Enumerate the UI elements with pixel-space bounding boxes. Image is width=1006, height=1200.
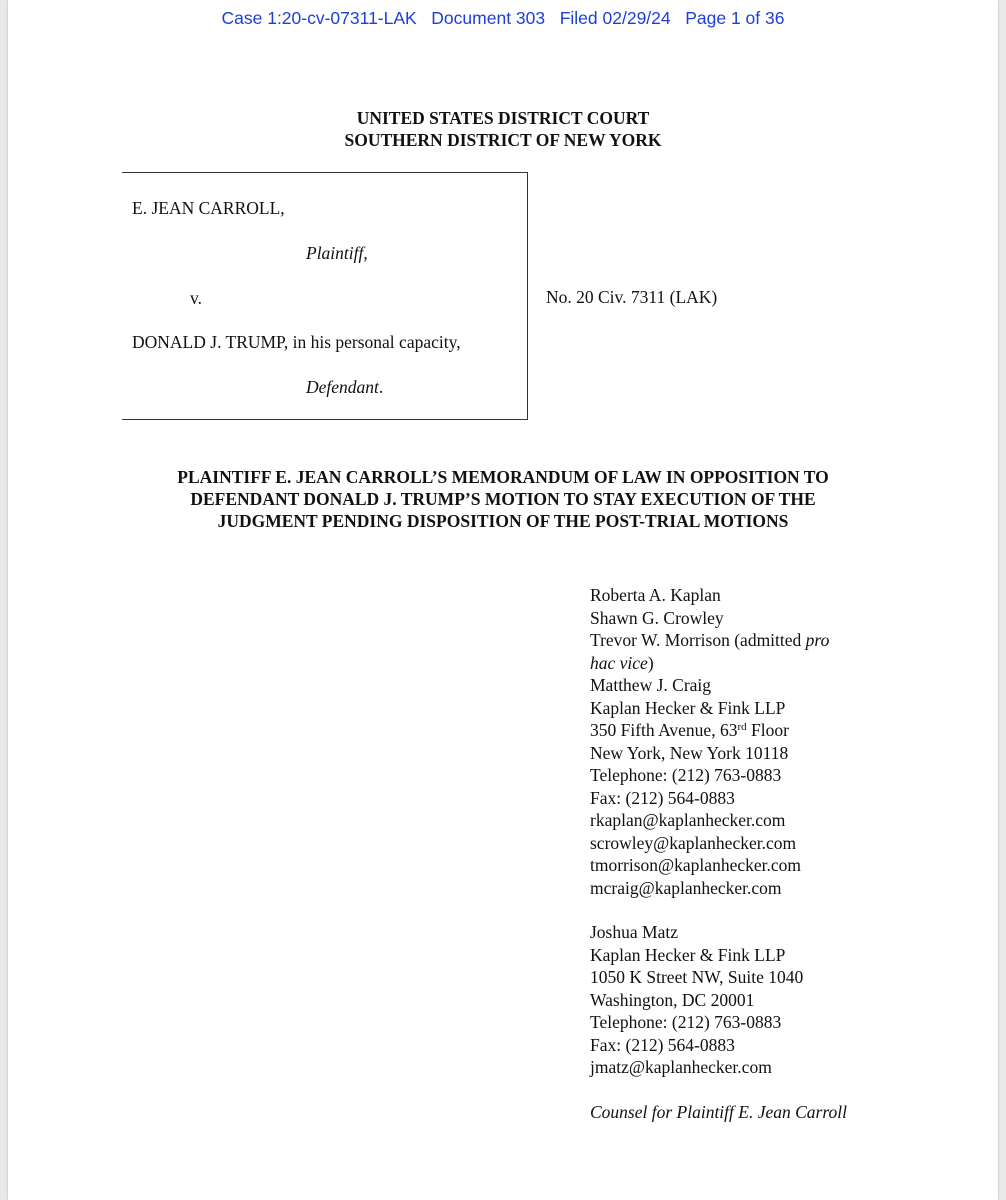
- email-scrowley[interactable]: scrowley@kaplanhecker.com: [590, 832, 797, 853]
- defendant-name: DONALD J. TRUMP, in his personal capacity,: [132, 332, 461, 352]
- address-street: 350 Fifth Avenue, 63: [590, 720, 738, 740]
- dc-fax: Fax: (212) 564-0883: [590, 1034, 735, 1055]
- plaintiff-role: [306, 243, 368, 264]
- email-jmatz[interactable]: jmatz@kaplanhecker.com: [590, 1057, 772, 1077]
- versus: v.: [190, 288, 202, 308]
- defendant-role: [306, 377, 383, 398]
- pro-text: pro: [805, 630, 830, 650]
- email-rkaplan[interactable]: rkaplan@kaplanhecker.com: [590, 810, 786, 830]
- defendant-role-label: Defendant: [306, 377, 379, 397]
- title-line-3: JUDGMENT PENDING DISPOSITION OF THE POST-TRIAL MOTIONS: [217, 511, 789, 531]
- attorney-crowley: Shawn G. Crowley: [590, 607, 724, 628]
- hac-vice-text: hac vice: [590, 652, 648, 673]
- ecf-header-stamp: [0, 8, 1006, 29]
- attorney-kaplan: Roberta A. Kaplan: [590, 585, 721, 605]
- spacer-2: [590, 1079, 847, 1101]
- address-ordinal: rd: [737, 721, 747, 733]
- dc-address-1: 1050 K Street NW, Suite 1040: [590, 967, 804, 987]
- title-line-1: PLAINTIFF E. JEAN CARROLL’S MEMORANDUM OF LAW IN OPPOSITION TO: [177, 467, 829, 487]
- stamp-case: Case 1:20-cv-07311-LAK: [221, 8, 417, 28]
- attorney-craig: Matthew J. Craig: [590, 675, 712, 695]
- email-tmorrison[interactable]: tmorrison@kaplanhecker.com: [590, 855, 801, 875]
- firm-address-2: New York, New York 10118: [590, 742, 789, 763]
- spacer: [590, 899, 847, 921]
- court-heading: [0, 107, 1006, 151]
- attorney-morrison: [590, 629, 847, 652]
- plaintiff-role-comma: ,: [363, 243, 368, 263]
- stamp-page: Page 1 of 36: [685, 8, 785, 28]
- plaintiff-role-label: Plaintiff: [306, 243, 364, 263]
- dc-telephone: Telephone: (212) 763-0883: [590, 1012, 782, 1032]
- attorney-matz: Joshua Matz: [590, 922, 678, 942]
- defendant-role-period: .: [378, 377, 384, 397]
- firm-name: Kaplan Hecker & Fink LLP: [590, 697, 786, 718]
- counsel-signature-block: [590, 584, 847, 1123]
- close-paren: ): [647, 652, 654, 673]
- document-title: [0, 466, 1006, 532]
- address-floor: Floor: [746, 720, 789, 740]
- title-line-2: DEFENDANT DONALD J. TRUMP’S MOTION TO STAY EXECUTION OF THE: [190, 489, 816, 509]
- firm-fax: Fax: (212) 564-0883: [590, 787, 735, 808]
- email-mcraig[interactable]: mcraig@kaplanhecker.com: [590, 877, 782, 898]
- case-number: No. 20 Civ. 7311 (LAK): [546, 287, 718, 307]
- court-line-1: UNITED STATES DISTRICT COURT: [356, 108, 650, 128]
- firm-address-1: [590, 719, 847, 742]
- stamp-filed: Filed 02/29/24: [559, 8, 671, 28]
- attorney-morrison-cont: [590, 652, 847, 675]
- firm-name-2: Kaplan Hecker & Fink LLP: [590, 944, 786, 965]
- attorney-morrison-name: Trevor W. Morrison (admitted: [590, 630, 806, 650]
- stamp-document: Document 303: [431, 8, 546, 28]
- dc-address-2: Washington, DC 20001: [590, 989, 755, 1010]
- firm-telephone: Telephone: (212) 763-0883: [590, 765, 782, 785]
- counsel-for-line: Counsel for Plaintiff E. Jean Carroll: [590, 1101, 847, 1122]
- court-line-2: SOUTHERN DISTRICT OF NEW YORK: [344, 130, 662, 150]
- plaintiff-name: E. JEAN CARROLL,: [132, 198, 285, 218]
